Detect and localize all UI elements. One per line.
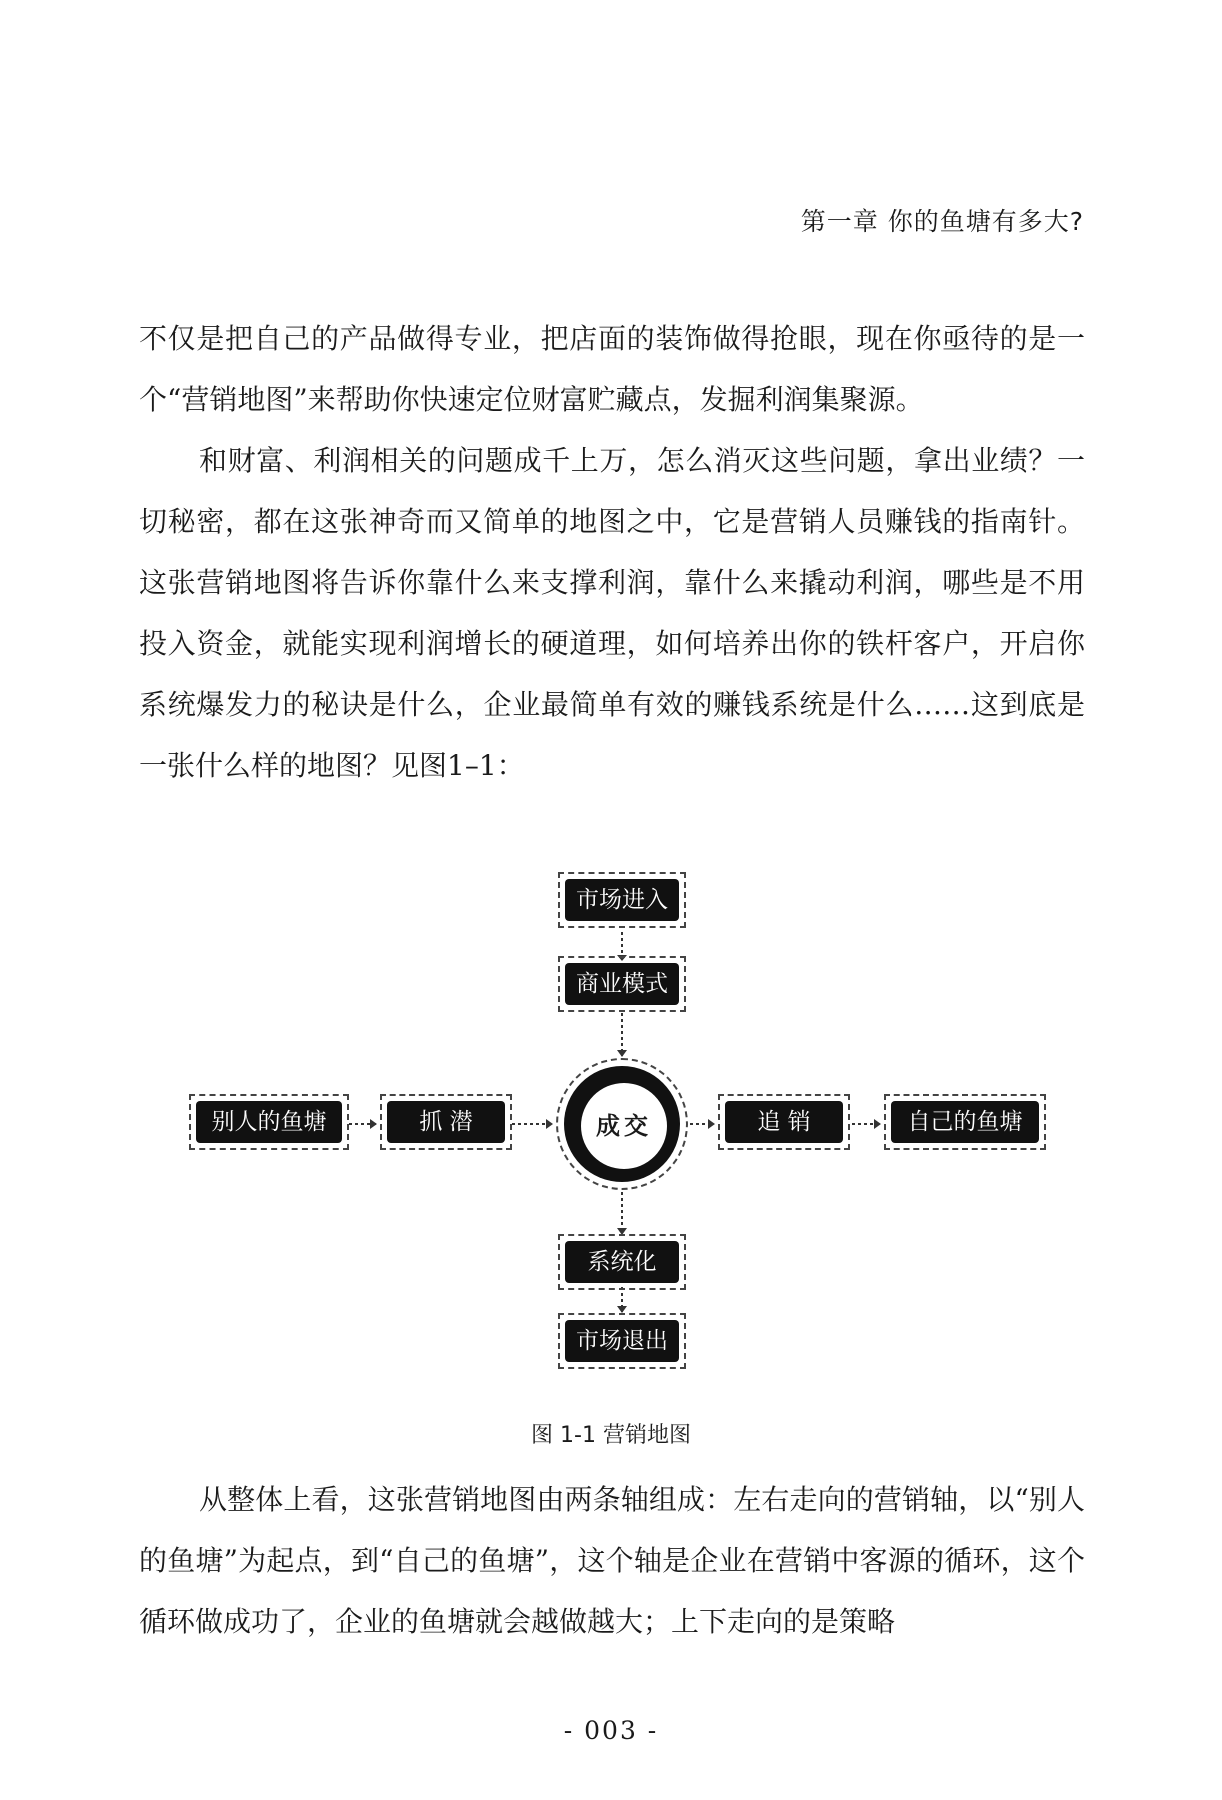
node-business-model [558,956,686,1012]
paragraph-2: 和财富、利润相关的问题成千上万，怎么消灭这些问题，拿出业绩？一切秘密，都在这张神奇而又简单的地图之中，它是营销人员赚钱的指南针。这张营销地图将告诉你靠什么来支撑利润，靠什么来撬动利润，哪些是不用投入资金，就能实现利润增长的硬道理，如何培养出你的铁杆客户，开启你系统爆发力的秘诀是什么，企业最简单有效的赚钱系统是什么……这到底是一张什么样的地图？见图1–1： [139,444,1085,782]
node-deal-circle [556,1058,688,1190]
paragraph-3: 从整体上看，这张营销地图由两条轴组成：左右走向的营销轴，以“别人的鱼塘”为起点，到“自己的鱼塘”，这个轴是企业在营销中客源的循环，这个循环做成功了，企业的鱼塘就会越做越大；上下走向的是策略 [139,1483,1085,1638]
node-systematization [558,1234,686,1290]
node-own-fishpond-label: 自己的鱼塘 [891,1101,1039,1143]
marketing-map-diagram [0,860,1222,1380]
node-others-fishpond-label: 别人的鱼塘 [196,1101,342,1143]
node-prospecting-label: 抓 潜 [387,1101,505,1143]
node-business-model-label: 商业模式 [565,963,679,1005]
node-follow-up-sales-label: 追 销 [725,1101,843,1143]
page-number: - 003 - [563,1716,659,1745]
node-systematization-label: 系统化 [565,1241,679,1283]
node-deal-label: 成交 [581,1083,667,1169]
node-others-fishpond [189,1094,349,1150]
figure-caption: 图 1-1 营销地图 [531,1423,691,1448]
node-follow-up-sales [718,1094,850,1150]
chapter-header: 第一章 你的鱼塘有多大? [800,207,1084,236]
node-market-entry-label: 市场进入 [565,879,679,921]
node-prospecting [380,1094,512,1150]
node-market-exit-label: 市场退出 [565,1320,679,1362]
paragraph-1: 不仅是把自己的产品做得专业，把店面的装饰做得抢眼，现在你亟待的是一个“营销地图”来帮助你快速定位财富贮藏点，发掘利润集聚源。 [139,322,1085,416]
node-market-exit [558,1313,686,1369]
node-market-entry [558,872,686,928]
node-own-fishpond [884,1094,1046,1150]
